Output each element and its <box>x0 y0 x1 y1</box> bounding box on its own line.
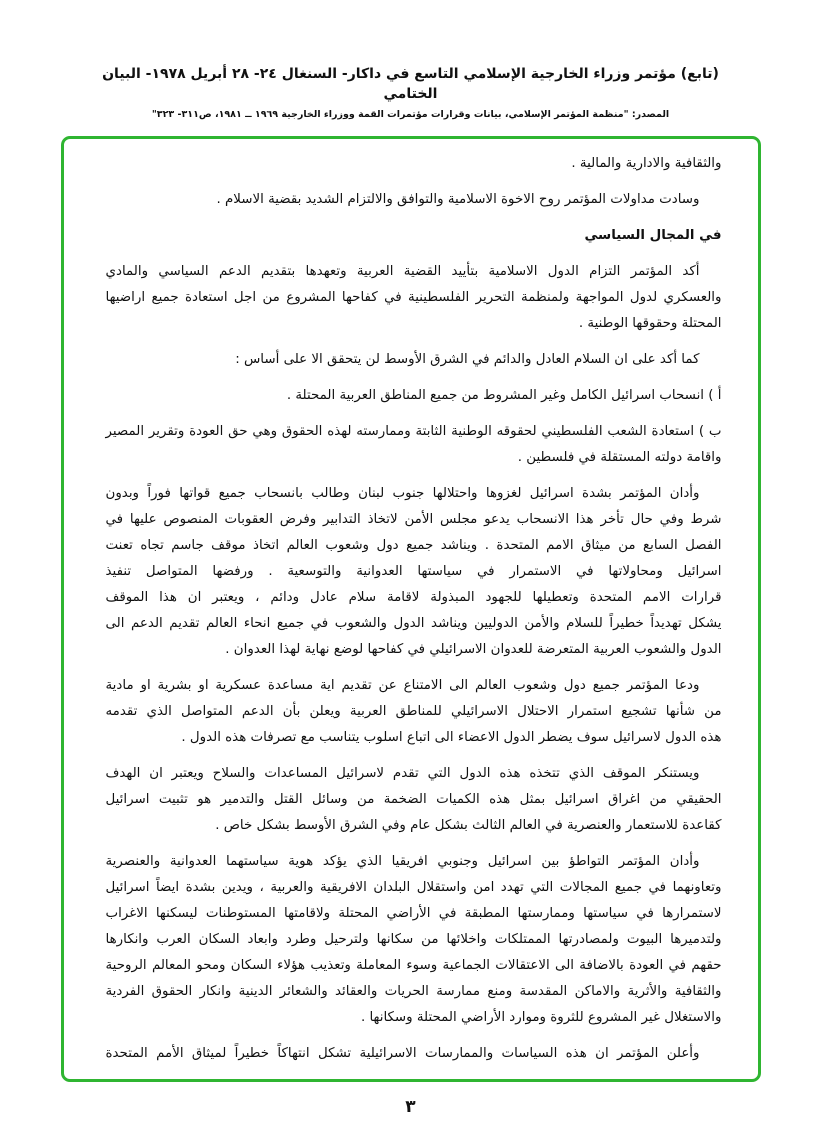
text-line: والعسكري لدول المواجهة ولمنظمة التحرير الفلسطينية في كفاحها المشروع من اجل استعادة جميع اراضيها <box>105 290 722 305</box>
text-line: ولتدميرها البيوت ولمصادرتها الممتلكات واخلائها من سكانها ولترحيل وطرد وابعاد السكان العرب وانكارها <box>105 932 722 947</box>
text-line: وسادت مداولات المؤتمر روح الاخوة الاسلامية والتوافق والالتزام الشديد بقضية الاسلام . <box>216 192 700 207</box>
text-line: وأعلن المؤتمر ان هذه السياسات والممارسات الاسرائيلية تشكل انتهاكاً خطيراً لميثاق الأمم المتحدة <box>105 1046 700 1061</box>
paragraph <box>106 761 722 839</box>
text-line: كما أكد على ان السلام العادل والدائم في الشرق الأوسط لن يتحقق الا على أساس : <box>235 352 700 367</box>
text-line: يشكل تهديداً خطيراً للسلام والأمن الدوليين ويناشد الدول والشعوب في جميع انحاء العالم تقديم الدعم الى <box>105 616 722 631</box>
text-line: ب ) استعادة الشعب الفلسطيني لحقوقه الوطنية الثابتة وممارسته لهذه الحقوق وهي حق العودة وتقرير المصير <box>105 424 722 439</box>
text-line: وأدان المؤتمر بشدة اسرائيل لغزوها واحتلالها جنوب لبنان وطالب بانسحاب جميع قواتها فوراً وبدون <box>105 486 700 501</box>
text-line: الحقيقي من اغراق اسرائيل بمثل هذه الكميات الضخمة من وسائل القتل والتدمير هو تثبيت اسرائيل <box>105 792 722 807</box>
text-line: قرارات الامم المتحدة وتعطيلها للجهود المبذولة لاقامة سلام عادل ودائم ، ويعتبر ان هذا الموقف <box>105 590 722 605</box>
paragraph <box>106 187 722 213</box>
highlight-frame <box>61 136 761 1082</box>
paragraph <box>106 419 722 471</box>
paragraph <box>106 151 722 177</box>
text-line: هذه الدول لاسرائيل سوف يضطر الدول الاعضاء الى اتباع اسلوب يتناسب مع تصرفات هذه الدول . <box>181 730 722 745</box>
text-line: وتعاونهما في جميع المجالات التي تهدد امن واستقلال البلدان الافريقية والعربية ، ويدين بشدة ايضاً اسرائيل <box>105 880 722 895</box>
text-line: أ ) انسحاب اسرائيل الكامل وغير المشروط من جميع المناطق العربية المحتلة . <box>286 388 722 403</box>
text-line: واقامة دولته المستقلة في فلسطين . <box>517 450 722 465</box>
document-body <box>106 151 722 1067</box>
text-line: لاستمرارها في سياستها وممارستها المطبقة في الأراضي المحتلة ولاقامتها المستوطنات ليسكنها الاغراب <box>105 906 722 921</box>
paragraph <box>106 849 722 1031</box>
text-line: والاستغلال غير المشروع للثروة وموارد الأراضي المحتلة وسكانها . <box>360 1010 722 1025</box>
paragraph <box>106 347 722 373</box>
text-line: وأدان المؤتمر التواطؤ بين اسرائيل وجنوبي افريقيا الذي يؤكد هوية سياستهما العدوانية والعنصرية <box>105 854 700 869</box>
text-line: كقاعدة للاستعمار والعنصرية في العالم الثالث بشكل عام وفي الشرق الأوسط بشكل خاص . <box>215 818 722 833</box>
text-line: الفصل السابع من ميثاق الامم المتحدة . ويناشد جميع دول وشعوب العالم اتخاذ موقف جاسم تجاه تعنت <box>105 538 722 553</box>
page-number: ٣ <box>405 1097 416 1117</box>
text-line: حقهم في العودة بالاضافة الى الاعتقالات الجماعية وسوء المعاملة وتعذيب هؤلاء السكان ومحو المعالم الروحية <box>105 958 722 973</box>
text-line: المحتلة وحقوقها الوطنية . <box>578 316 722 331</box>
text-line: والثقافية والادارية والمالية . <box>571 156 722 171</box>
text-line: شرط وفي حال تأخر هذا الانسحاب يدعو مجلس الأمن لاتخاذ التدابير وفرض العقوبات المنصوص عليها في <box>105 512 722 527</box>
text-line: الدول والشعوب العربية المتعرضة للعدوان الاسرائيلي في كفاحها لوضع نهاية لهذا العدوان . <box>225 642 722 657</box>
paragraph <box>106 481 722 663</box>
document-title: (تابع) مؤتمر وزراء الخارجية الإسلامي التاسع في داكار- السنغال ٢٤- ٢٨ أبريل ١٩٧٨- البيان الختامي <box>102 66 719 102</box>
paragraph <box>106 1041 722 1067</box>
section-heading <box>106 223 722 249</box>
paragraph <box>106 383 722 409</box>
paragraph <box>106 673 722 751</box>
text-line: من شأنها تشجيع استمرار الاحتلال الاسرائيلي للمناطق العربية ويعلن بأن الدعم المتواصل الذي تقدمه <box>105 704 722 719</box>
paragraph <box>106 259 722 337</box>
document-source: المصدر: "منظمة المؤتمر الإسلامي، بيانات وقرارات مؤتمرات القمة ووزراء الخارجية ١٩٦٩ ــ ١٩٨١، ص٣١١- ٣٢٣" <box>151 109 670 120</box>
text-line: والثقافية والأثرية والاماكن المقدسة ومنع ممارسة الحريات والعقائد والشعائر الدينية وانكار الحقوق الفردية <box>105 984 722 999</box>
text-line: أكد المؤتمر التزام الدول الاسلامية بتأييد القضية العربية وتعهدها بتقديم الدعم السياسي والمادي <box>105 264 700 279</box>
text-line: اسرائيل ومحاولاتها في الاستمرار في سياستها العدوانية والتوسعية . ورفضها المتواصل تنفيذ <box>105 564 722 579</box>
text-line: ويستنكر الموقف الذي تتخذه هذه الدول التي تقدم لاسرائيل المساعدات والسلاح ويعتبر ان الهدف <box>105 766 700 781</box>
text-line: في المجال السياسي <box>584 228 722 243</box>
text-line: ودعا المؤتمر جميع دول وشعوب العالم الى الامتناع عن تقديم اية مساعدة عسكرية او بشرية او مادية <box>105 678 700 693</box>
